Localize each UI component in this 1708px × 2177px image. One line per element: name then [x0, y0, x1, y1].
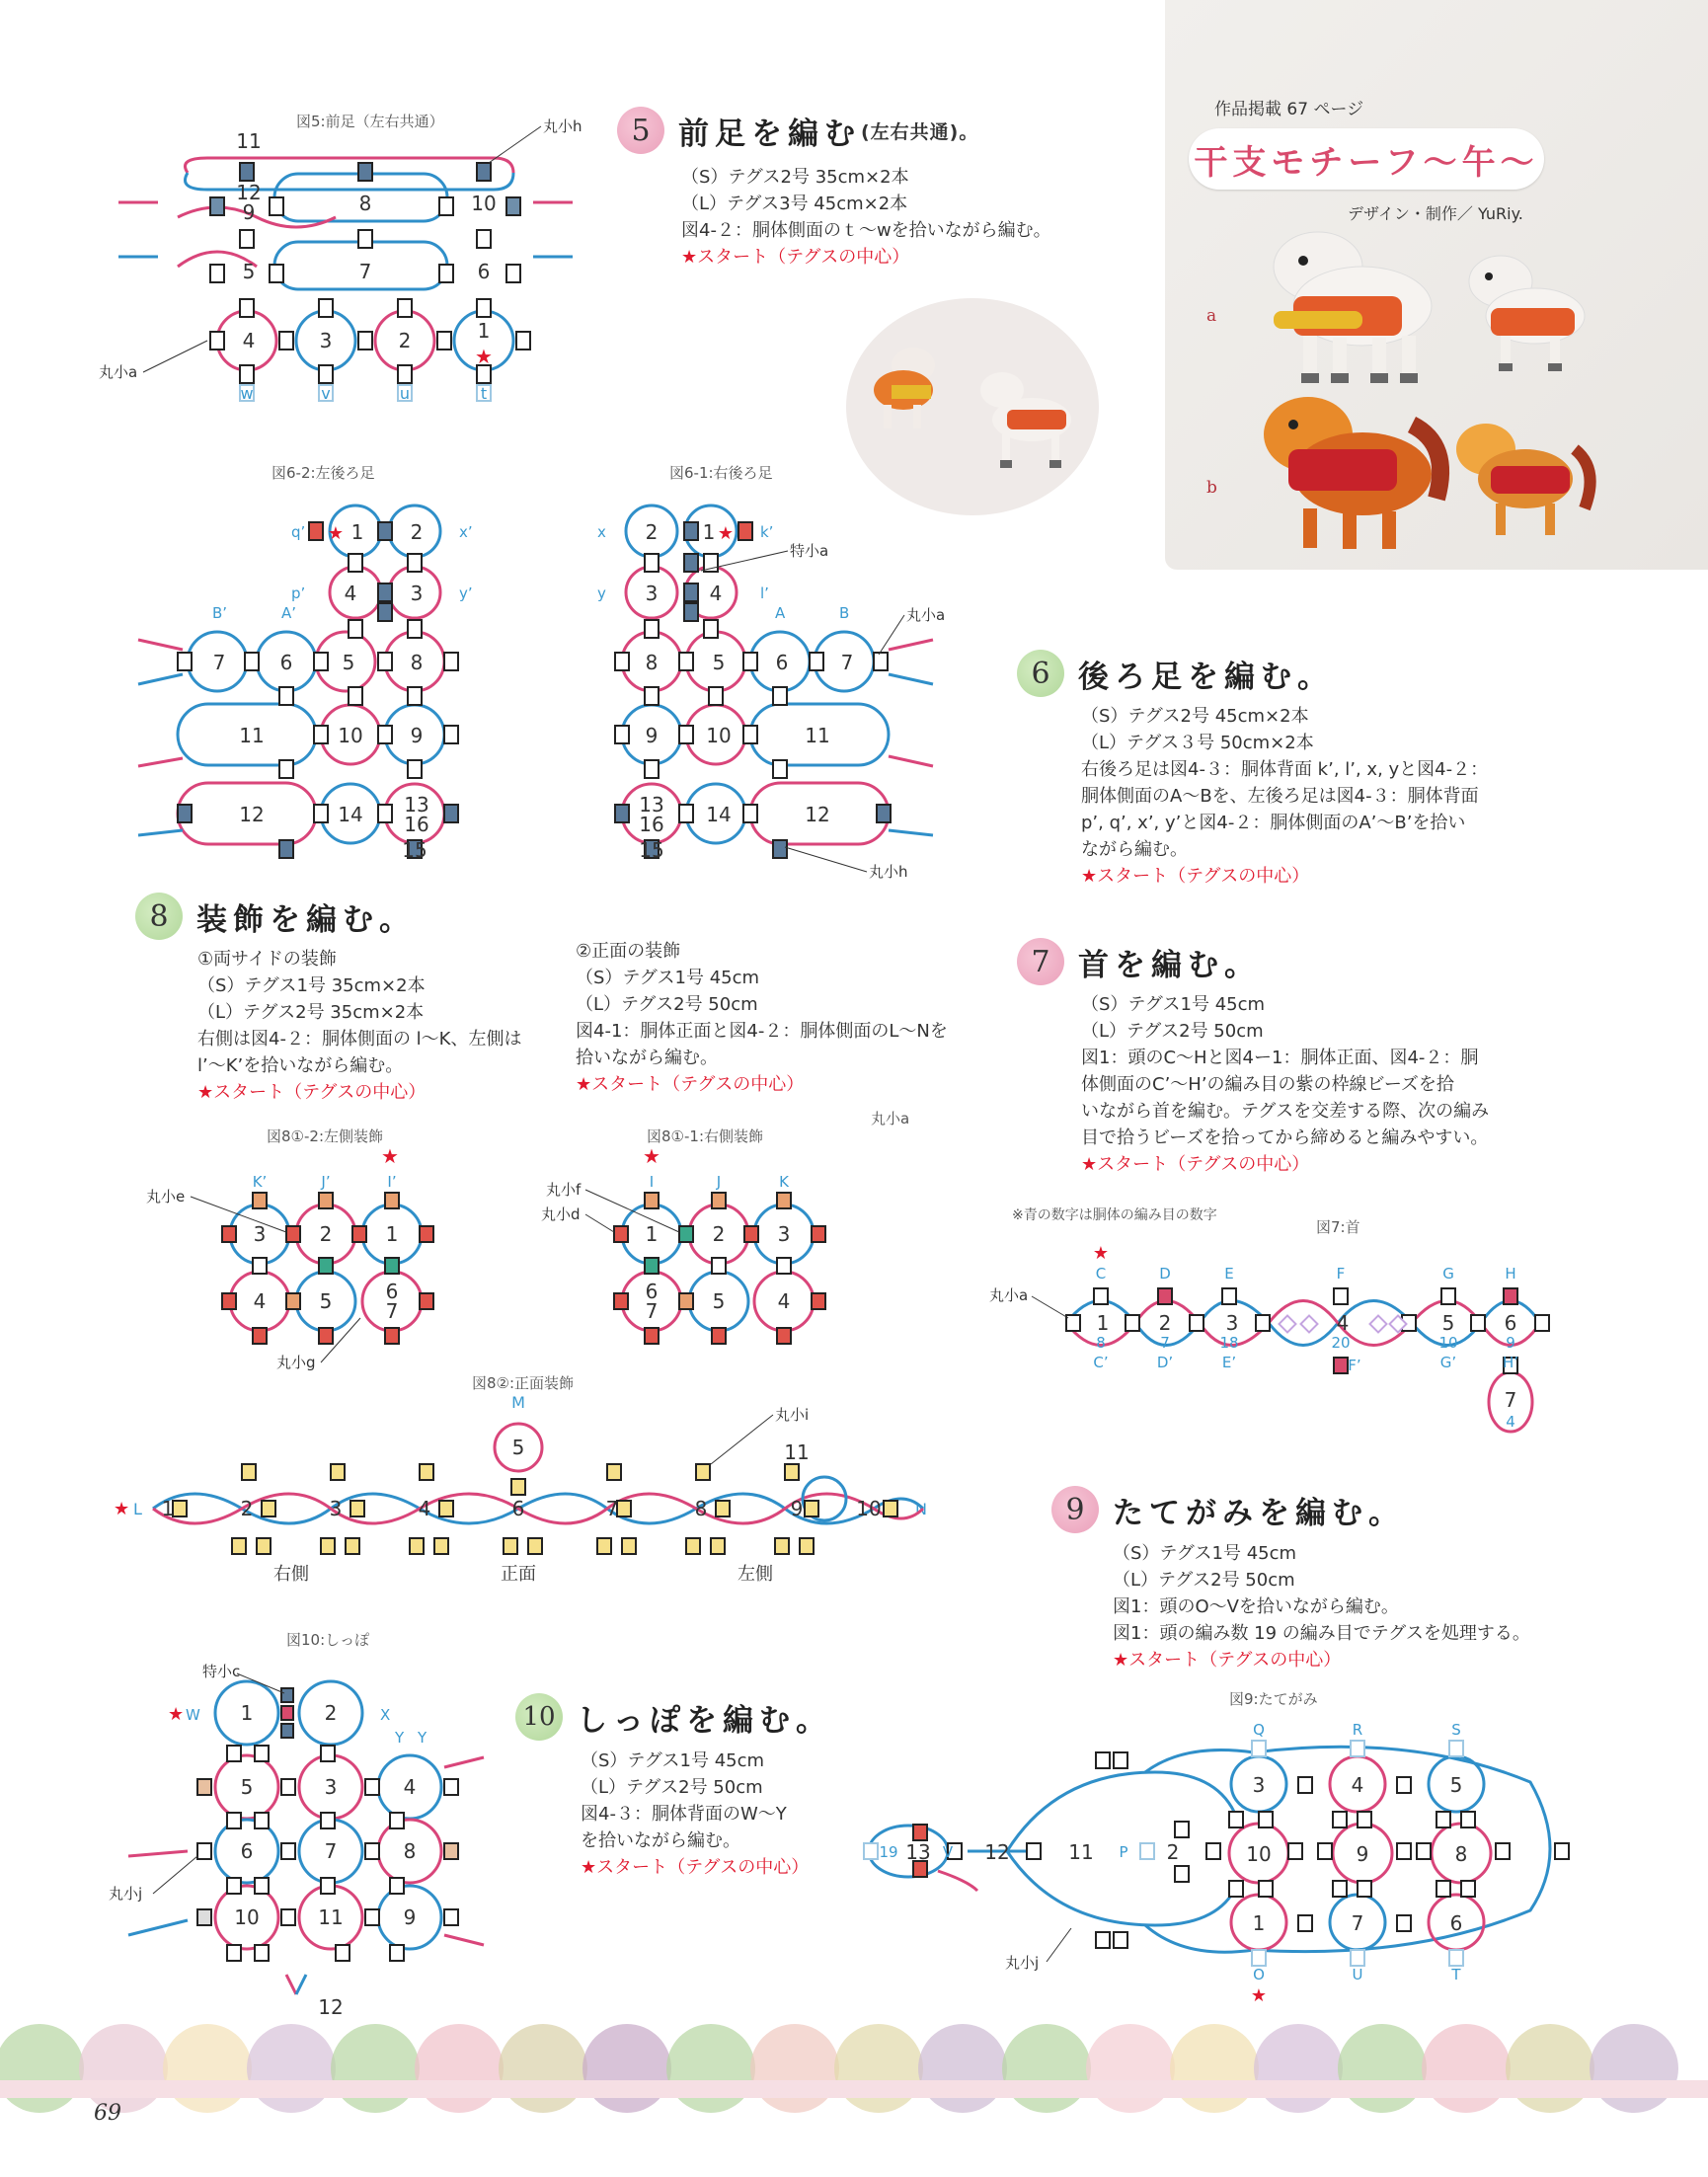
horse-a-large [1274, 232, 1432, 383]
fig61-callout: 特小a [790, 542, 829, 560]
fig61-title: 図6-1:右後ろ足 [669, 464, 773, 482]
fig7-title: 図7:首 [1316, 1218, 1360, 1236]
fig7-top: E [1224, 1265, 1234, 1283]
fig62-letter: x’ [459, 523, 473, 541]
fig9-diagram [859, 1713, 1570, 2009]
step5-body [681, 164, 1051, 271]
fig9-letter: R [1352, 1721, 1363, 1739]
fig61-cell: 2 [645, 520, 659, 544]
step6-heading [1017, 650, 1334, 697]
fig7-diagram [987, 1239, 1580, 1456]
fig82-cell: 1 [161, 1497, 175, 1520]
fig81-2-callout: 丸小e [146, 1188, 186, 1205]
fig10-letter: Y [395, 1729, 405, 1747]
fig62-letter: A’ [281, 604, 297, 622]
fig82-cell: 7 [605, 1497, 619, 1520]
fig7-blue: 8 [1096, 1334, 1106, 1352]
step8-title: 装飾を編む。 [196, 901, 416, 938]
fig61-cell: 15 [639, 838, 664, 862]
fig7-cell: 3 [1225, 1311, 1239, 1335]
fig7-cell: 4 [1336, 1311, 1350, 1335]
panel-ref: 作品掲載 67 ページ [1214, 100, 1364, 119]
step6-line: （L）テグス３号 50cm×2本 [1081, 733, 1314, 753]
fig10-cell: 10 [234, 1905, 260, 1929]
fig82-cell: 2 [240, 1497, 254, 1520]
fig82-cell: 11 [784, 1440, 810, 1464]
fig10-cell: 1 [240, 1701, 254, 1725]
step6-title: 後ろ足を編む。 [1078, 659, 1334, 695]
fig5-cell: 9 [242, 200, 256, 224]
fig7-blue: 10 [1438, 1334, 1458, 1352]
fig62-cell: 13 [404, 793, 429, 816]
fig10-letter: Y [418, 1729, 427, 1747]
fig61-cell: 14 [706, 803, 732, 826]
fig61-cell: 1 [702, 520, 716, 544]
fig5-diagram [99, 117, 582, 405]
fig81-1-cell: 7 [645, 1299, 659, 1323]
fig81-1-star: ★ [643, 1144, 660, 1168]
step7-line: 図1：頭のC〜Hと図4ー1：胴体正面、図4-２：胴 [1081, 1048, 1479, 1068]
fig81-1-cell: 6 [645, 1280, 659, 1303]
fig62-cell: 14 [338, 803, 363, 826]
fig81-2-cell: 6 [385, 1280, 399, 1303]
fig9-cell: 10 [1246, 1842, 1272, 1866]
step8-line: （L）テグス2号 50cm [576, 994, 758, 1015]
horse-b-large [1264, 397, 1440, 549]
fig7-bottom: D’ [1156, 1354, 1174, 1371]
horse-b-small [1456, 424, 1591, 535]
fig81-2-letter: I’ [387, 1173, 397, 1191]
fig7-star: ★ [1092, 1243, 1110, 1264]
fig61-cell: 9 [645, 724, 659, 747]
fig81-1-cell: 4 [777, 1289, 791, 1313]
fig9-cell: 3 [1252, 1773, 1266, 1797]
fig7-callout: 丸小a [989, 1286, 1029, 1304]
step7-start: ★スタート（テグスの中心） [1081, 1154, 1310, 1175]
fig9-letter: 19 [879, 1843, 898, 1861]
fig9-cell: 13 [905, 1840, 931, 1864]
fig7-blue: 9 [1506, 1334, 1515, 1352]
fig7-top: D [1159, 1265, 1171, 1283]
fig82-cell: 3 [329, 1497, 343, 1520]
fig5-title: 図5:前足（左右共通） [296, 113, 444, 130]
fig81-2-cell: 1 [385, 1222, 399, 1246]
step7-line: 目で拾うビーズを拾ってから締めると編みやすい。 [1081, 1127, 1489, 1148]
panel-title [1189, 128, 1544, 190]
fig7-note: ※青の数字は胴体の編み目の数字 [1012, 1207, 1217, 1223]
fig81-2-letter: J’ [321, 1173, 331, 1191]
fig9-cell: 1 [1252, 1911, 1266, 1935]
fig9-letter: O [1253, 1966, 1265, 1983]
step9-line: 図1：頭の編み数 19 の編み目でテグスを処理する。 [1113, 1623, 1530, 1644]
step8-line: ②正面の装飾 [576, 941, 681, 962]
fig81-1-cell: 1 [645, 1222, 659, 1246]
step5-heading [617, 107, 978, 154]
fig7-cell: 6 [1504, 1311, 1517, 1335]
fig5-callout-a: 丸小a [99, 363, 138, 381]
fig81-1-letter: K [779, 1173, 789, 1191]
fig7-top: F [1336, 1265, 1346, 1283]
fig9-cell: 2 [1166, 1840, 1180, 1864]
step9-line: （L）テグス2号 50cm [1113, 1570, 1295, 1591]
fig10-cell: 5 [240, 1775, 254, 1799]
step8-line: 右側は図4-２：胴体側面の l〜K、左側は [197, 1029, 522, 1050]
fig10-callout: 丸小j [109, 1885, 143, 1903]
step8-heading [135, 893, 416, 940]
fig62-cell: 2 [410, 520, 424, 544]
step6-line: （S）テグス2号 45cm×2本 [1081, 706, 1309, 727]
fig61-cell: 12 [805, 803, 830, 826]
fig10-letter: X [380, 1706, 391, 1724]
fig82-callout: 丸小i [775, 1406, 810, 1424]
fig10-callout: 特小c [202, 1663, 241, 1680]
fig81-2-cell: 7 [385, 1299, 399, 1323]
fig81-2-cell: 2 [319, 1222, 333, 1246]
fig81-1-callout: 丸小f [546, 1181, 582, 1199]
step9-title: たてがみを編む。 [1113, 1495, 1405, 1531]
fig81-1-cell: 3 [777, 1222, 791, 1246]
fig61-cell: 6 [775, 651, 789, 674]
fig5-cell: 10 [471, 192, 497, 215]
fig82-cell: 5 [511, 1436, 525, 1459]
fig7-top: G [1442, 1265, 1454, 1283]
step9-line: 図1：頭のO〜Vを拾いながら編む。 [1113, 1596, 1399, 1617]
fig82-diagram [94, 1390, 943, 1593]
fig62-cell: 5 [342, 651, 355, 674]
fig7-bottom: F’ [1348, 1357, 1361, 1374]
fig5-cell: 12 [236, 181, 262, 204]
fig61-cell: 16 [639, 813, 664, 836]
step10-line: 図4-３：胴体背面のW〜Y [581, 1804, 787, 1825]
fig9-letter: P [1119, 1843, 1128, 1861]
fig62-letter: q’ [291, 523, 306, 541]
fig5-cell: 3 [319, 329, 333, 352]
label-b: b [1206, 478, 1217, 498]
fig10-star: ★ [168, 1704, 185, 1725]
fig5-cell: 7 [358, 260, 372, 283]
step6-line: p’, q’, x’, y’と図4-２：胴体側面のA’〜B’を拾い [1081, 813, 1466, 833]
fig10-title: 図10:しっぽ [286, 1631, 370, 1649]
fig82-label: 左側 [738, 1564, 773, 1585]
step5-line: （L）テグス3号 45cm×2本 [681, 194, 908, 214]
fig10-cell: 8 [403, 1839, 417, 1863]
fig81-1-cell: 2 [712, 1222, 726, 1246]
fig10-cell: 6 [240, 1839, 254, 1863]
step5-start: ★スタート（テグスの中心） [681, 247, 910, 268]
fig82-cell: 4 [418, 1497, 431, 1520]
step7-number: 7 [1017, 938, 1064, 985]
fig62-cell: 10 [338, 724, 363, 747]
step5-sub: (左右共通)。 [861, 120, 979, 143]
step8-line: （L）テグス2号 35cm×2本 [197, 1002, 425, 1023]
fig81-1-title: 図8①-1:右側装飾 [647, 1127, 764, 1145]
step8-line: l’〜K’を拾いながら編む。 [197, 1055, 404, 1076]
fig5-start-star: ★ [475, 345, 493, 368]
page-number: 69 [94, 2101, 121, 2126]
fig82-letter: N [915, 1500, 927, 1518]
fig62-cell: 3 [410, 582, 424, 605]
fig9-cell: 5 [1449, 1773, 1463, 1797]
step6-line: ながら編む。 [1081, 839, 1188, 860]
fig61-cell: 5 [712, 651, 726, 674]
fig7-cell: 2 [1158, 1311, 1172, 1335]
fig61-letter: A [775, 604, 786, 622]
fig61-callout: 丸小h [869, 863, 908, 881]
fig5-cell: 2 [398, 329, 412, 352]
fig82-letter: L [133, 1500, 142, 1518]
fig81-2-diagram [143, 1145, 449, 1372]
fig7-blue: 4 [1506, 1413, 1515, 1431]
fig9-title: 図9:たてがみ [1229, 1690, 1318, 1708]
step7-line: いながら首を編む。テグスを交差する際、次の編み [1081, 1101, 1490, 1122]
step5-number: 5 [617, 107, 664, 154]
fig9-letter: S [1451, 1721, 1461, 1739]
fig81-2-cell: 3 [253, 1222, 267, 1246]
fig61-cell: 4 [709, 582, 723, 605]
step9-body [1113, 1540, 1530, 1673]
fig62-cell: 15 [402, 838, 427, 862]
fig5-callout-h: 丸小h [543, 117, 582, 135]
fig5-cell: 1 [477, 319, 491, 343]
fig9-letter: V [942, 1843, 954, 1861]
fig9-cell: 7 [1351, 1911, 1364, 1935]
fig10-cell: 2 [324, 1701, 338, 1725]
step5-title: 前足を編む [678, 116, 861, 152]
step5-line: （S）テグス2号 35cm×2本 [681, 167, 909, 188]
fig10-cell: 9 [403, 1905, 417, 1929]
fig7-blue: 7 [1160, 1334, 1170, 1352]
fig62-cell: 9 [410, 724, 424, 747]
step8-col2 [576, 938, 948, 1098]
fig7-cell: 1 [1096, 1311, 1110, 1335]
step8-line: 図4-1：胴体正面と図4-２：胴体側面のL〜Nを [576, 1021, 948, 1042]
fig62-title: 図6-2:左後ろ足 [272, 464, 375, 482]
fig5-bottom: v [321, 384, 331, 403]
fig82-cell: 9 [790, 1497, 804, 1520]
fig61-letter: k’ [760, 523, 774, 541]
step10-line: を拾いながら編む。 [581, 1830, 740, 1851]
panel-title-text: 干支モチーフ〜午〜 [1194, 142, 1539, 183]
fig10-diagram [109, 1659, 504, 2034]
fig5-bottom: w [240, 384, 254, 403]
step9-number: 9 [1051, 1486, 1099, 1533]
fig82-cell: 6 [511, 1497, 525, 1520]
fig10-cell: 3 [324, 1775, 338, 1799]
fig81-2-callout: 丸小g [276, 1354, 316, 1371]
step8-line: 拾いながら編む。 [576, 1048, 718, 1068]
fig61-start-star: ★ [717, 523, 735, 544]
fig9-cell: 11 [1068, 1840, 1094, 1864]
step6-number: 6 [1017, 650, 1064, 697]
fig62-cell: 12 [239, 803, 265, 826]
fig81-1-callout-a: 丸小a [871, 1110, 910, 1127]
fig7-bottom: E’ [1221, 1354, 1237, 1371]
fig82-title: 図8②:正面装飾 [472, 1374, 575, 1392]
fig62-cell: 6 [279, 651, 293, 674]
fig9-cell: 9 [1356, 1842, 1369, 1866]
fig5-cell: 5 [242, 260, 256, 283]
fig61-letter: l’ [760, 584, 769, 602]
step7-heading [1017, 938, 1261, 985]
fig61-callout: 丸小a [906, 606, 946, 624]
fig61-cell: 11 [805, 724, 830, 747]
fig7-cell: 5 [1441, 1311, 1455, 1335]
label-a: a [1206, 306, 1217, 326]
fig61-diagram [592, 502, 948, 887]
fig62-letter: y’ [459, 584, 473, 602]
fig5-bottom: t [480, 384, 488, 403]
fig82-cell: 8 [694, 1497, 708, 1520]
fig10-cell: 12 [318, 1995, 344, 2019]
fig9-letter: T [1451, 1966, 1461, 1983]
fig7-bottom: C’ [1093, 1354, 1109, 1371]
fig82-label: 右側 [273, 1564, 309, 1585]
step10-body [581, 1748, 809, 1881]
fig81-1-callout: 丸小d [541, 1205, 581, 1223]
fig81-2-cell: 5 [319, 1289, 333, 1313]
fig7-blue: 18 [1219, 1334, 1239, 1352]
step8-col1-start: ★スタート（テグスの中心） [197, 1082, 427, 1103]
panel-credit: デザイン・制作／ YuRiy. [1348, 204, 1523, 223]
fig9-cell: 6 [1449, 1911, 1463, 1935]
fig81-1-diagram [541, 1145, 837, 1372]
fig82-label: 正面 [501, 1564, 536, 1585]
step10-line: （L）テグス2号 50cm [581, 1777, 763, 1798]
step6-line: 胴体側面のA〜Bを、左後ろ足は図4-３：胴体背面 [1081, 786, 1479, 807]
fig81-2-letter: K’ [252, 1173, 268, 1191]
step10-line: （S）テグス1号 45cm [581, 1750, 765, 1771]
fig62-start-star: ★ [327, 523, 345, 544]
step10-heading [515, 1693, 832, 1741]
fig81-2-title: 図8①-2:左側装飾 [267, 1127, 384, 1145]
step9-line: （S）テグス1号 45cm [1113, 1543, 1297, 1564]
step8-line: （S）テグス1号 45cm [576, 968, 760, 988]
fig7-top: H [1505, 1265, 1516, 1283]
fig10-letter: W [186, 1706, 200, 1724]
step10-number: 10 [515, 1693, 563, 1741]
fig5-cell: 4 [242, 329, 256, 352]
step7-line: （S）テグス1号 45cm [1081, 994, 1266, 1015]
fig10-cell: 4 [403, 1775, 417, 1799]
fig82-star: ★ [114, 1499, 130, 1519]
fig5-bottom: u [399, 384, 411, 403]
step8-line: ①両サイドの装飾 [197, 949, 337, 970]
scallop-border [0, 1999, 1708, 2098]
fig7-blue: 20 [1331, 1334, 1351, 1352]
fig10-cell: 7 [324, 1839, 338, 1863]
fig5-cell: 11 [236, 129, 262, 153]
horse-a-small [1469, 256, 1585, 371]
step6-body [1081, 703, 1488, 890]
fig62-cell: 4 [344, 582, 357, 605]
fig61-letter: y [597, 584, 606, 602]
fig82-letter: M [511, 1393, 525, 1412]
fig62-cell: 16 [404, 813, 429, 836]
horse-photos [1224, 227, 1698, 563]
product-panel [1165, 0, 1708, 570]
fig61-cell: 13 [639, 793, 664, 816]
fig61-letter: B [839, 604, 850, 622]
fig9-cell: 8 [1454, 1842, 1468, 1866]
fig61-cell: 10 [706, 724, 732, 747]
fig9-letter: Q [1253, 1721, 1265, 1739]
fig9-callout: 丸小j [1005, 1954, 1040, 1972]
fig9-cell: 12 [984, 1840, 1010, 1864]
fig81-2-star: ★ [381, 1144, 399, 1168]
step8-number: 8 [135, 893, 183, 940]
step10-title: しっぽを編む。 [577, 1702, 832, 1739]
fig9-cell: 4 [1351, 1773, 1364, 1797]
fig62-diagram [138, 502, 479, 862]
step8-line: （S）テグス1号 35cm×2本 [197, 975, 426, 996]
fig9-letter: U [1352, 1966, 1363, 1983]
fig62-letter: p’ [291, 584, 306, 602]
step8-col1 [197, 946, 521, 1106]
step7-line: 体側面のC’〜H’の編み目の紫の枠線ビーズを拾 [1081, 1074, 1454, 1095]
step7-body [1081, 991, 1489, 1178]
fig61-cell: 3 [645, 582, 659, 605]
fig81-1-cell: 5 [712, 1289, 726, 1313]
fig7-top: C [1095, 1265, 1107, 1283]
fig62-cell: 11 [239, 724, 265, 747]
fig62-cell: 7 [212, 651, 226, 674]
fig62-cell: 8 [410, 651, 424, 674]
fig10-cell: 11 [318, 1905, 344, 1929]
fig7-bottom: G’ [1439, 1354, 1457, 1371]
fig81-2-cell: 4 [253, 1289, 267, 1313]
fig7-bottom: H’ [1502, 1354, 1519, 1371]
fig61-cell: 7 [840, 651, 854, 674]
fig7-cell: 7 [1504, 1388, 1517, 1412]
step7-title: 首を編む。 [1078, 947, 1261, 983]
fig5-cell: 6 [477, 260, 491, 283]
fig62-cell: 1 [350, 520, 364, 544]
step6-start: ★スタート（テグスの中心） [1081, 866, 1310, 887]
step8-col2-start: ★スタート（テグスの中心） [576, 1074, 805, 1095]
step6-line: 右後ろ足は図4-３：胴体背面 k’, l’, x, yと図4-２： [1081, 759, 1489, 780]
fig61-cell: 8 [645, 651, 659, 674]
fig81-1-letter: J [716, 1173, 722, 1191]
fig82-cell: 10 [856, 1497, 882, 1520]
step9-start: ★スタート（テグスの中心） [1113, 1650, 1342, 1671]
step10-start: ★スタート（テグスの中心） [581, 1857, 810, 1878]
step9-heading [1051, 1486, 1405, 1533]
fig62-letter: B’ [212, 604, 228, 622]
fig61-letter: x [597, 523, 606, 541]
fig81-1-letter: I [649, 1173, 655, 1191]
step7-line: （L）テグス2号 50cm [1081, 1021, 1264, 1042]
fig5-cell: 8 [358, 192, 372, 215]
step5-line: 図4-２：胴体側面のｔ〜wを拾いながら編む。 [681, 220, 1051, 241]
fig9-star: ★ [1250, 1985, 1268, 2006]
circle-photo [844, 296, 1101, 523]
